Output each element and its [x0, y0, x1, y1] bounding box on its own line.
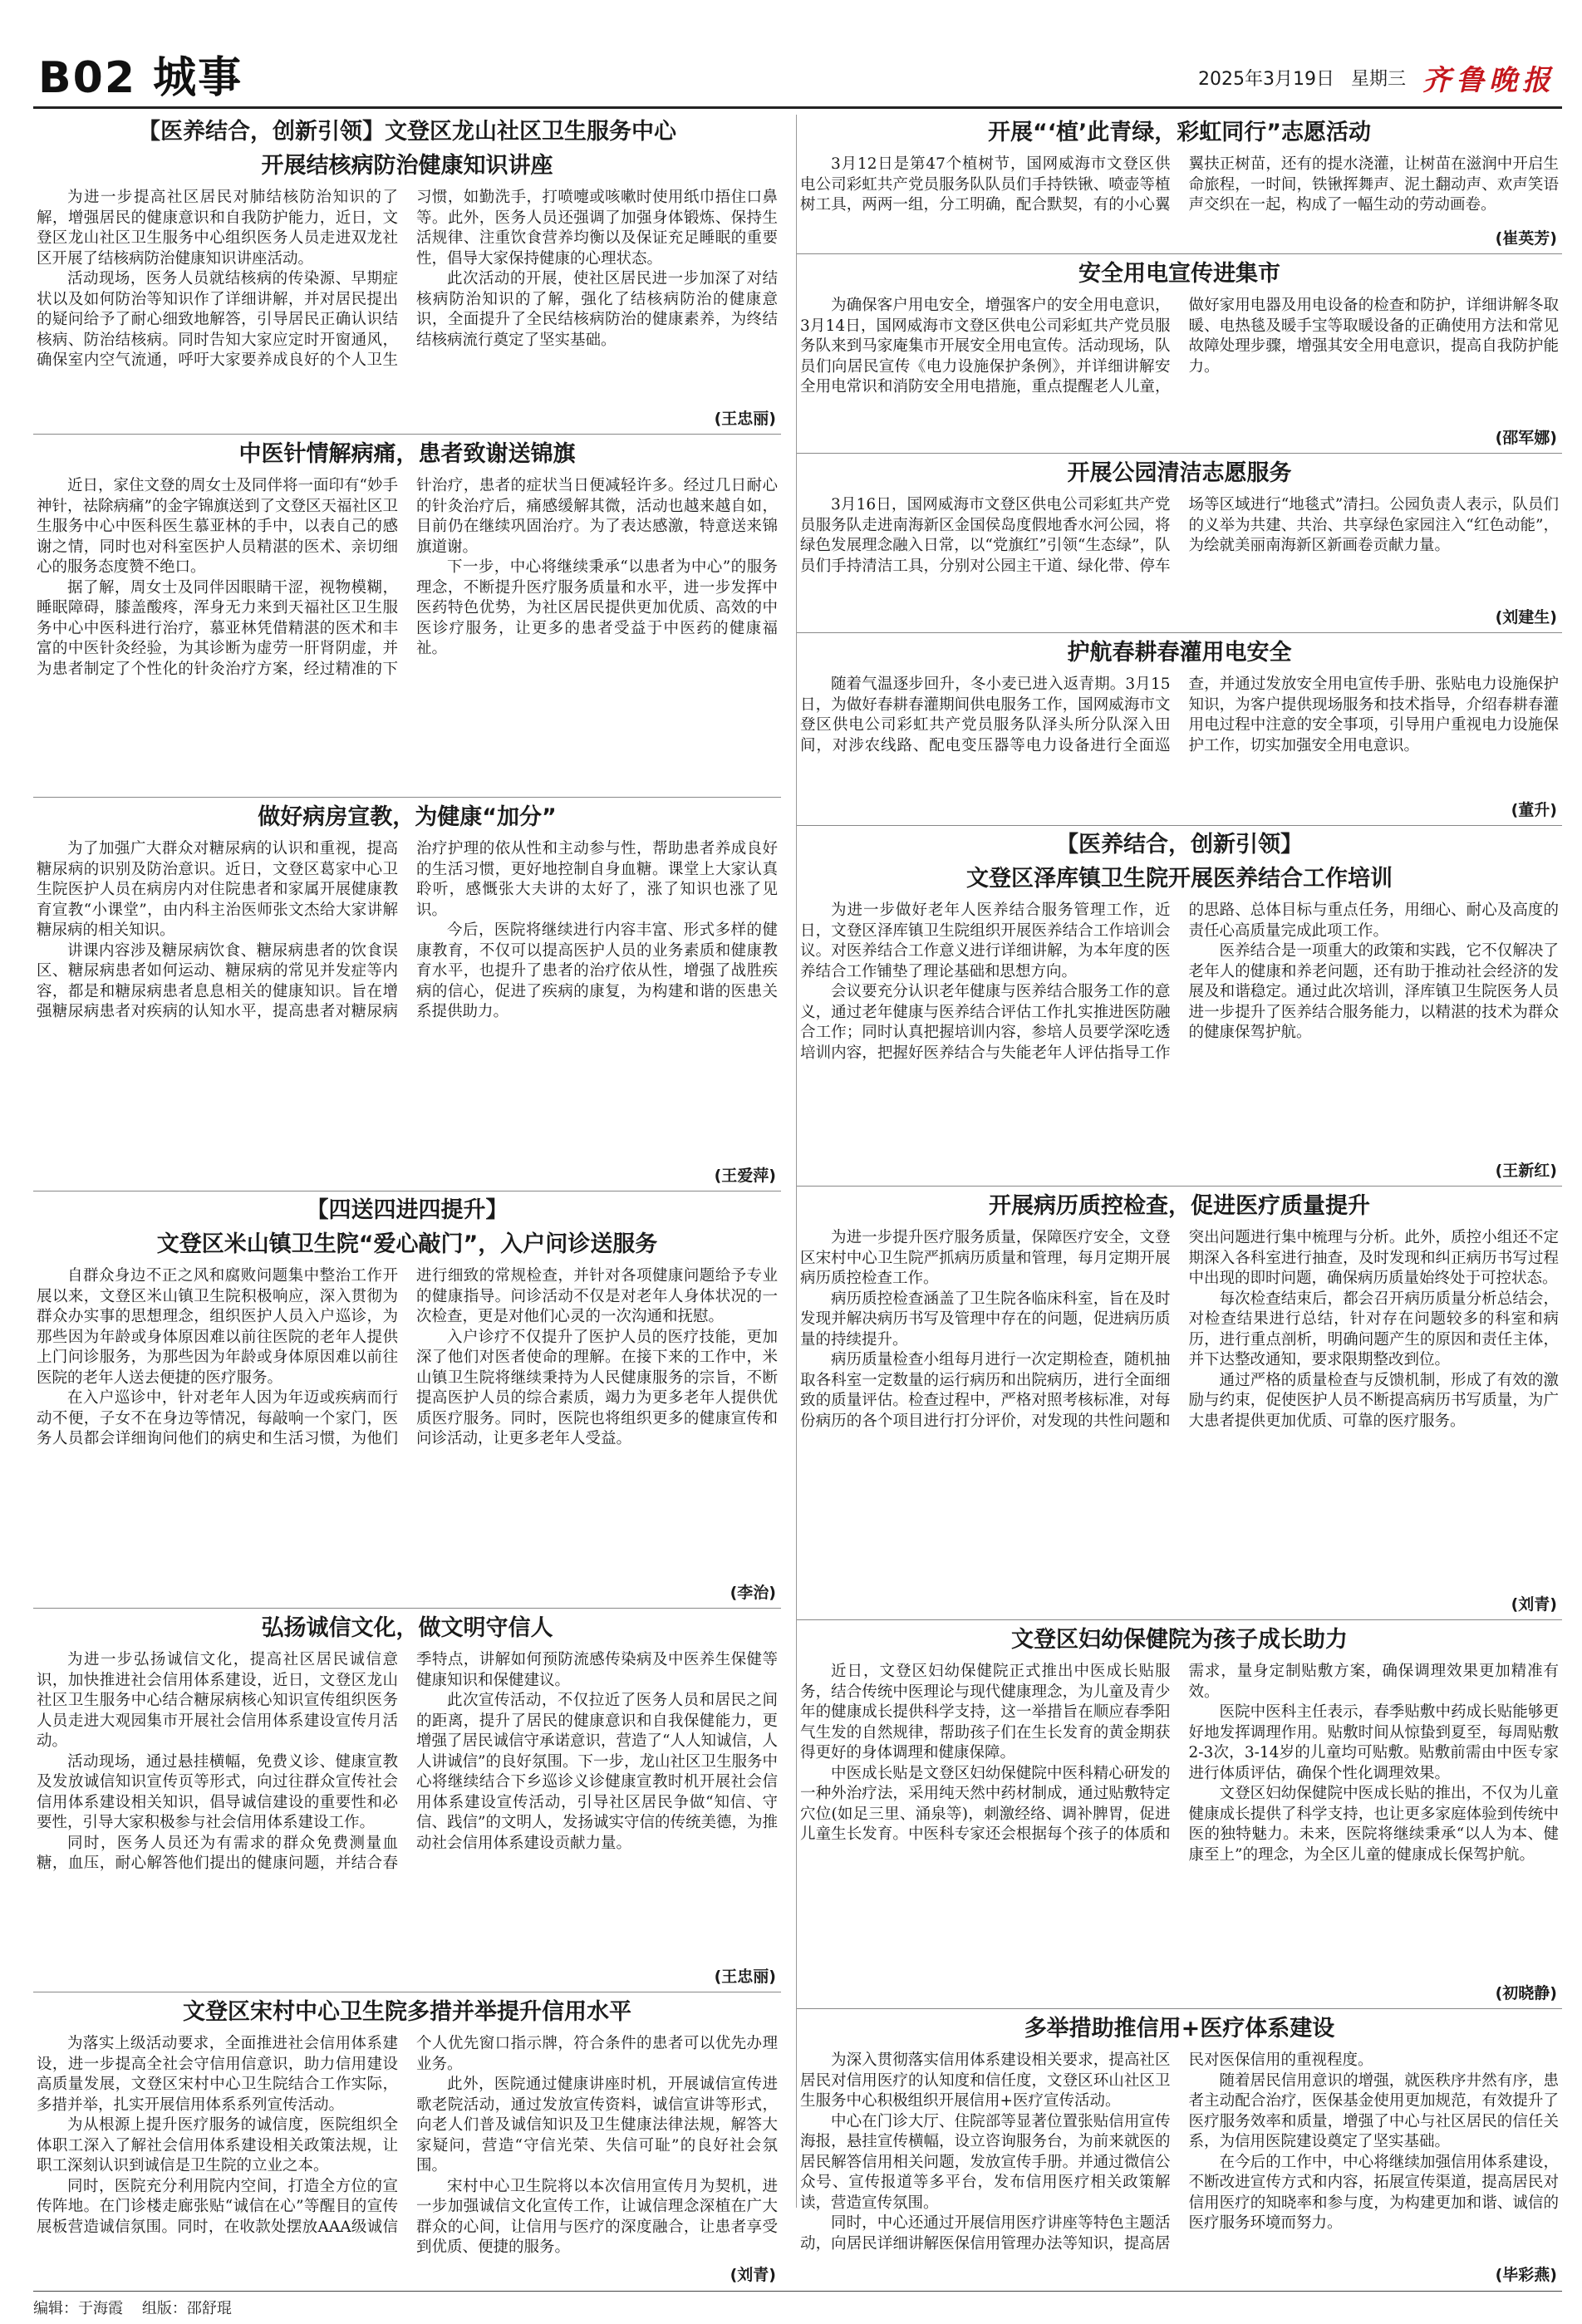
- article-byline: (王忠丽): [710, 406, 776, 429]
- article-headline: 开展公园清洁志愿服务: [1067, 460, 1292, 486]
- article-byline: (崔英芳): [1491, 226, 1557, 248]
- article-paragraph: 同时，医院充分利用院内空间，打造全方位的宣传阵地。在门诊楼走廊张贴“诚信在心”等醒目的宣传展板营造诚信氛围。同时，在收款处摆放AAA级诚信个人优先窗口指示牌，符合条件的患者可以优先办理业务。: [37, 2035, 778, 2236]
- article-paragraph: 文登区妇幼保健院中医成长贴的推出，不仅为儿童健康成长提供了科学支持，也让更多家庭体验到传统中医的独特魅力。未来，医院将继续秉承“以人为本、健康至上”的理念，为全区儿童的健康成长保驾护航。: [1188, 1785, 1559, 1864]
- article-body: [797, 896, 1562, 1064]
- article-byline: (王爱萍): [710, 1163, 776, 1186]
- article-paragraph: 病历质量检查小组每月进行一次定期检查，随机抽取各科室一定数量的运行病历和出院病历，进行全面细致的质量评估。检查过程中，严格对照考核标准，对每份病历的各个项目进行打分评价，对发现的共性问题和突出问题进行集中梳理与分析。此外，质控小组还不定期深入各科室进行抽查，及时发现和纠正病历书写过程中出现的即时问题，确保病历质量始终处于可控状态。: [800, 1229, 1559, 1430]
- article-headline: 安全用电宣传进集市: [1078, 261, 1280, 287]
- article-paragraph: 中医成长贴是文登区妇幼保健院中医科精心研发的一种外治疗法，采用纯天然中药材制成，通过贴敷特定穴位(如足三里、涌泉等)，刺激经络、调补脾胃，促进儿童生长发育。中医科专家还会根据每个孩子的体质和需求，量身定制贴敷方案，确保调理效果更加精准有效。: [800, 1663, 1559, 1843]
- article-growth-patch: [797, 1622, 1562, 2009]
- article-headline: 多举措助推信用+医疗体系建设: [1024, 2016, 1335, 2041]
- article-paragraph: 医养结合是一项重大的政策和实践，它不仅解决了老年人的健康和养老问题，还有助于推动社会经济的发展及和谐稳定。通过此次培训，泽库镇卫生院医务人员进一步提升了医养结合服务能力，以精湛的技术为群众的健康保驾护航。: [1188, 942, 1559, 1041]
- right-column: [796, 115, 1562, 2284]
- article-paragraph: 会议要充分认识老年健康与医养结合服务工作的意义，通过老年健康与医养结合评估工作扎实推进医防融合工作；同时认真把握培训内容，参培人员要学深吃透培训内容，把握好医养结合与失能老年人评估指导工作的思路、总体目标与重点任务，用细心、耐心及高度的责任心高质量完成此项工作。: [800, 902, 1559, 1062]
- article-headline: 开展结核病防治健康知识讲座: [261, 153, 553, 179]
- article-paragraph: 随着居民信用意识的增强，就医秩序井然有序，患者主动配合治疗，医保基金使用更加规范，有效提升了医疗服务效率和质量，增强了中心与社区居民的信任关系，为信用医院建设奠定了坚实基础。: [1188, 2071, 1559, 2150]
- article-paragraph: 同时，中心还通过开展信用医疗讲座等特色主题活动，向居民详细讲解医保信用管理办法等知识，提高居民对医保信用的重视程度。: [800, 2051, 1373, 2253]
- article-body: [33, 834, 781, 1023]
- article-body: [33, 471, 781, 680]
- article-byline: (刘青): [1506, 1592, 1557, 1614]
- article-kicker: 【医养结合，创新引领】: [1056, 832, 1303, 857]
- article-body: [797, 490, 1562, 577]
- article-paragraph: 此次活动的开展，使社区居民进一步加深了对结核病防治知识的了解，强化了结核病防治的健康意识，全面提升了全民结核病防治的健康素养，为终结结核病流行奠定了坚实基础。: [416, 270, 778, 349]
- article-paragraph: 为进一步提升医疗服务质量，保障医疗安全，文登区宋村中心卫生院严抓病历质量和管理，每月定期开展病历质控检查工作。: [800, 1229, 1171, 1287]
- article-electricity-safety: [797, 256, 1562, 454]
- page-label: B02 城事: [38, 53, 243, 103]
- article-headline: 做好病房宣教，为健康“加分”: [258, 804, 557, 830]
- article-paragraph: 每次检查结束后，都会召开病历质量分析总结会，对检查结果进行总结，针对存在问题较多的科室和病历，进行重点剖析，明确问题产生的原因和责任主体，并下达整改通知，要求限期整改到位。: [1188, 1290, 1559, 1368]
- article-headline: 开展“‘植’此青绿，彩虹同行”志愿活动: [987, 120, 1371, 145]
- article-paragraph: 在入户巡诊中，针对老年人因为年迈或疾病而行动不便，子女不在身边等情况，每敲响一个家门，医务人员都会详细询问他们的病史和生活习惯，为他们进行细致的常规检查，并针对各项健康问题给予专业的健康指导。问诊活动不仅是对老年人身体状况的一次检查，更是对他们心灵的一次沟通和抚慰。: [37, 1267, 778, 1447]
- article-paragraph: 为进一步做好老年人医养结合服务管理工作，近日，文登区泽库镇卫生院组织开展医养结合工作培训会议。对医养结合工作意义进行详细讲解，为本年度的医养结合工作铺垫了理论基础和思想方向。: [800, 902, 1171, 980]
- article-paragraph: 医院中医科主任表示，春季贴敷中药成长贴能够更好地发挥调理作用。贴敷时间从惊蛰到夏至，每周贴敷2-3次，3-14岁的儿童均可贴敷。贴敷前需由中医专家进行体质评估，确保个性化调理效果。: [1188, 1703, 1559, 1782]
- article-headline: 文登区妇幼保健院为孩子成长助力: [1011, 1627, 1348, 1653]
- issue-info: [1198, 57, 1555, 98]
- article-paragraph: 今后，医院将继续进行内容丰富、形式多样的健康教育，不仅可以提高医护人员的业务素质和健康教育水平，也提升了患者的治疗依从性，增强了战胜疾病的信心，促进了疾病的康复，为构建和谐的医患关系提供助力。: [416, 921, 778, 1020]
- article-paragraph: 为落实上级活动要求，全面推进社会信用体系建设，进一步提高全社会守信用信意识，助力信用建设高质量发展，文登区宋村中心卫生院结合工作实际，多措并举，扎实开展信用体系系列宣传活动。: [37, 2035, 398, 2114]
- article-body: [797, 1657, 1562, 1865]
- article-headline: 弘扬诚信文化，做文明守信人: [261, 1615, 553, 1641]
- page-footer: [33, 2291, 1562, 2318]
- article-byline: (李治): [725, 1580, 776, 1603]
- article-paragraph: 宋村中心卫生院将以本次信用宣传月为契机，进一步加强诚信文化宣传工作，让诚信理念深植在广大群众的心间，让信用与医疗的深度融合，让患者享受到优质、便捷的服务。: [416, 2177, 778, 2256]
- article-headline: 护航春耕春灌用电安全: [1067, 640, 1292, 666]
- article-byline: (刘建生): [1491, 605, 1557, 627]
- article-paragraph: 病历质控检查涵盖了卫生院各临床科室，旨在及时发现并解决病历书写及管理中存在的问题，促进病历质量的持续提升。: [800, 1290, 1171, 1349]
- article-paragraph: 3月16日，国网威海市文登区供电公司彩虹共产党员服务队走进南海新区金国侯岛度假地香水河公园，将绿色发展理念融入日常，以“党旗红”引领“生态绿”，队员们手持清洁工具，分别对公园主干道、绿化带、停车场等区域进行“地毯式”清扫。公园负责人表示，队员们的义举为共建、共治、共享绿色家园注入“红色动能”，为绘就美丽南海新区新画卷贡献力量。: [800, 496, 1559, 575]
- masthead: [33, 37, 1562, 109]
- article-paragraph: 据了解，周女士及同伴因眼睛干涩，视物模糊，睡眠障碍，膝盖酸疼，浑身无力来到天福社区卫生服务中心中医科进行治疗，慕亚林凭借精湛的医术和丰富的中医针灸经验，为其诊断为虚劳一肝肾阴虚，并为患者制定了个性化的针灸治疗方案，经过精准的下针治疗，患者的症状当日便减轻许多。经过几日耐心的针灸治疗后，痛感缓解其微，活动也越来越自如，目前仍在继续巩固治疗。为了表达感激，特意送来锦旗道谢。: [37, 477, 778, 678]
- article-tb-lecture: [33, 115, 781, 435]
- article-paragraph: 为进一步提高社区居民对肺结核防治知识的了解，增强居民的健康意识和自我防护能力，近日，文登区龙山社区卫生服务中心组织医务人员走进双龙社区开展了结核病防治健康知识讲座活动。: [37, 189, 398, 268]
- article-byline: (董升): [1506, 798, 1557, 820]
- article-home-visits: [33, 1193, 781, 1609]
- article-paragraph: 活动现场，通过悬挂横幅，免费义诊、健康宣教及发放诚信知识宣传页等形式，向过往群众宣传社会信用体系建设相关知识，倡导诚信建设的重要性和必要性，引导大家积极参与社会信用体系建设工作。: [37, 1752, 398, 1831]
- article-body: [797, 2046, 1562, 2254]
- article-elderly-care-training: [797, 828, 1562, 1187]
- article-spring-farming: [797, 635, 1562, 826]
- article-kicker: 【四送四进四提升】: [306, 1197, 508, 1223]
- article-acupuncture: [33, 436, 781, 798]
- article-paragraph: 随着气温逐步回升，冬小麦已进入返青期。3月15日，为做好春耕春灌期间供电服务工作，国网威海市文登区供电公司彩虹共产党员服务队泽头所分队深入田间，对涉农线路、配电变压器等电力设备进行全面巡查，并通过发放安全用电宣传手册、张贴电力设施保护知识，为客户提供现场服务和技术指导，介绍春耕春灌用电过程中注意的安全事项，引导用户重视电力设施保护工作，切实加强安全用电意识。: [800, 676, 1559, 754]
- article-byline: (王新红): [1491, 1158, 1557, 1181]
- article-credit-level: [33, 1994, 781, 2290]
- footer-editor: 编辑：于海霞: [33, 2300, 123, 2317]
- article-paragraph: 讲课内容涉及糖尿病饮食、糖尿病患者的饮食误区、糖尿病患者如何运动、糖尿病的常见并发症等内容，都是和糖尿病患者息息相关的健康知识。旨在增强糖尿病患者对疾病的认知水平，提高患者对糖尿病治疗护理的依从性和主动参与性，帮助患者养成良好的生活习惯，更好地控制自身血糖。课堂上大家认真聆听，感慨张大夫讲的太好了，涨了知识也涨了见识。: [37, 840, 778, 1020]
- article-body: [797, 291, 1562, 398]
- article-body: [797, 670, 1562, 756]
- article-paragraph: 下一步，中心将继续秉承“以患者为中心”的服务理念，不断提升医疗服务质量和水平，进一步发挥中医药特色优势，为社区居民提供更加优质、高效的中医诊疗服务，让更多的患者受益于中医药的健康福祉。: [416, 558, 778, 657]
- article-paragraph: 中心在门诊大厅、住院部等显著位置张贴信用宣传海报，悬挂宣传横幅，设立咨询服务台，为前来就医的居民解答信用相关问题，发放宣传手册。并通过微信公众号、宣传报道等多平台，发布信用医疗相关政策解读，营造宣传氛围。: [800, 2112, 1171, 2212]
- article-byline: (初晓静): [1491, 1981, 1557, 2003]
- article-body: [33, 2029, 781, 2258]
- article-headline: 文登区宋村中心卫生院多措并举提升信用水平: [183, 1999, 631, 2025]
- article-diabetes-ward: [33, 799, 781, 1191]
- article-paragraph: 近日，家住文登的周女士及同伴将一面印有“妙手神针，祛除病痛”的金字锦旗送到了文登区天福社区卫生服务中心中医科医生慕亚林的手中，以表自己的感谢之情，同时也对科室医护人员精湛的医术、亲切细心的服务态度赞不绝口。: [37, 477, 398, 576]
- article-paragraph: 为从根源上提升医疗服务的诚信度，医院组织全体职工深入了解社会信用体系建设相关政策法规，让职工深刻认识到诚信是卫生院的立业之本。: [37, 2116, 398, 2174]
- article-body: [797, 150, 1562, 216]
- article-paragraph: 此次宣传活动，不仅拉近了医务人员和居民之间的距离，提升了居民的健康意识和自我保健能力，更增强了居民诚信守承诺意识，营造了“人人知诚信，人人讲诚信”的良好氛围。下一步，龙山社区卫生服务中心将继续结合下乡巡诊义诊健康宣教时机开展社会信用体系建设宣传活动，引导社区居民争做“知信、守信、践信”的文明人，发扬诚实守信的传统美德，为推动社会信用体系建设贡献力量。: [416, 1692, 778, 1852]
- article-byline: (邵军娜): [1491, 425, 1557, 448]
- issue-date: 2025年3月19日: [1198, 69, 1334, 90]
- article-paragraph: 此外，医院通过健康讲座时机，开展诚信宣传进歌老院活动，通过发放宣传资料，诚信宣讲等形式，向老人们普及诚信知识及卫生健康法律法规，解答大家疑问，营造“守信光荣、失信可耻”的良好社会氛围。: [416, 2076, 778, 2174]
- article-headline: 文登区米山镇卫生院“爱心敲门”，入户问诊送服务: [156, 1231, 658, 1257]
- article-credit-medical: [797, 2011, 1562, 2290]
- article-paragraph: 同时，医务人员还为有需求的群众免费测量血糖，血压，耐心解答他们提出的健康问题，并结合春季特点，讲解如何预防流感传染病及中医养生保健等健康知识和保健建议。: [37, 1651, 778, 1872]
- article-body: [33, 1645, 781, 1874]
- article-body: [33, 1261, 781, 1450]
- article-paragraph: 为确保客户用电安全，增强客户的安全用电意识，3月14日，国网威海市文登区供电公司彩虹共产党员服务队来到马家庵集市开展安全用电宣传。活动现场，队员们向居民宣传《电力设施保护条例》，并详细讲解安全用电常识和消防安全用电措施，重点提醒老人儿童，做好家用电器及用电设备的检查和防护，详细讲解冬取暖、电热毯及暖手宝等取暖设备的正确使用方法和常见故障处理步骤，增强其安全用电意识，提高自我防护能力。: [800, 297, 1559, 396]
- article-byline: (王忠丽): [710, 1964, 776, 1987]
- paper-logo: 齐鲁晚报: [1422, 64, 1555, 97]
- article-paragraph: 活动现场，医务人员就结核病的传染源、早期症状以及如何防治等知识作了详细讲解，并对居民提出的疑问给予了耐心细致地解答，引导居民正确认识结核病、防治结核病。同时告知大家应定时开窗通风，确保室内空气流通，呼吁大家要养成良好的个人卫生习惯，如勤洗手，打喷嚏或咳嗽时使用纸巾捂住口鼻等。此外，医务人员还强调了加强身体锻炼、保持生活规律、注重饮食营养均衡以及保证充足睡眠的重要性，倡导大家保持健康的心理状态。: [37, 189, 778, 369]
- article-paragraph: 为深入贯彻落实信用体系建设相关要求，提高社区居民对信用医疗的认知度和信任度，文登区环山社区卫生服务中心积极组织开展信用+医疗宣传活动。: [800, 2051, 1171, 2110]
- article-kicker: 【医养结合，创新引领】文登区龙山社区卫生服务中心: [138, 119, 676, 145]
- issue-weekday: 星期三: [1350, 69, 1406, 90]
- article-paragraph: 3月12日是第47个植树节，国网威海市文登区供电公司彩虹共产党员服务队队员们手持铁锹、喷壶等植树工具，两两一组，分工明确，配合默契，有的小心翼翼扶正树苗，还有的提水浇灌，让树苗在滋润中开启生命旅程，一时间，铁锹挥舞声、泥土翻动声、欢声笑语声交织在一起，构成了一幅生动的劳动画卷。: [800, 155, 1559, 214]
- left-column: [33, 115, 781, 2284]
- article-park-cleanup: [797, 455, 1562, 633]
- article-body: [33, 183, 781, 371]
- article-byline: (毕彩燕): [1491, 2263, 1557, 2285]
- article-headline: 文登区泽库镇卫生院开展医养结合工作培训: [966, 866, 1393, 892]
- footer-layout: 组版：邵舒琨: [141, 2300, 232, 2317]
- article-paragraph: 为了加强广大群众对糖尿病的认识和重视，提高糖尿病的识别及防治意识。近日，文登区葛家中心卫生院医护人员在病房内对住院患者和家属开展健康教育宣教“小课堂”，由内科主治医师张文杰给大家讲解糖尿病的相关知识。: [37, 840, 398, 939]
- article-integrity-culture: [33, 1610, 781, 1992]
- article-paragraph: 近日，文登区妇幼保健院正式推出中医成长贴服务，结合传统中医理论与现代健康理念，为儿童及青少年的健康成长提供科学支持，这一举措旨在顺应春季阳气生发的自然规律，帮助孩子们在生长发育的黄金期获得更好的身体调理和健康保障。: [800, 1663, 1171, 1761]
- article-paragraph: 为进一步弘扬诚信文化，提高社区居民诚信意识，加快推进社会信用体系建设，近日，文登区龙山社区卫生服务中心结合糖尿病核心知识宣传组织医务人员走进大观园集市开展社会信用体系建设宣传月活动。: [37, 1651, 398, 1750]
- article-paragraph: 自群众身边不正之风和腐败问题集中整治工作开展以来，文登区米山镇卫生院积极响应，深入贯彻为群众办实事的思想理念，组织医护人员入户巡诊，为那些因为年龄或身体原因难以前往医院的老年人提供上门问诊服务，为那些因为年龄或身体原因难以前往医院的老年人送去便捷的医疗服务。: [37, 1267, 398, 1387]
- article-headline: 中医针情解病痛，患者致谢送锦旗: [238, 441, 576, 467]
- article-paragraph: 入户诊疗不仅提升了医护人员的医疗技能，更加深了他们对医者使命的理解。在接下来的工作中，米山镇卫生院将继续秉持为人民健康服务的宗旨，不断提高医护人员的综合素质，竭力为更多老年人提供优质医疗服务。同时，医院也将组织更多的健康宣传和问诊活动，让更多老年人受益。: [416, 1328, 778, 1447]
- article-medical-records: [797, 1188, 1562, 1620]
- article-body: [797, 1223, 1562, 1432]
- article-byline: (刘青): [725, 2263, 776, 2285]
- article-paragraph: 通过严格的质量检查与反馈机制，形成了有效的激励与约束，促使医护人员不断提高病历书写质量，为广大患者提供更加优质、可靠的医疗服务。: [1188, 1371, 1559, 1430]
- article-paragraph: 在今后的工作中，中心将继续加强信用体系建设，不断改进宣传方式和内容，拓展宣传渠道，提高居民对信用医疗的知晓率和参与度，为构建更加和谐、诚信的医疗服务环境而努力。: [1188, 2153, 1559, 2232]
- article-headline: 开展病历质控检查，促进医疗质量提升: [989, 1193, 1370, 1219]
- article-tree-planting: [797, 115, 1562, 254]
